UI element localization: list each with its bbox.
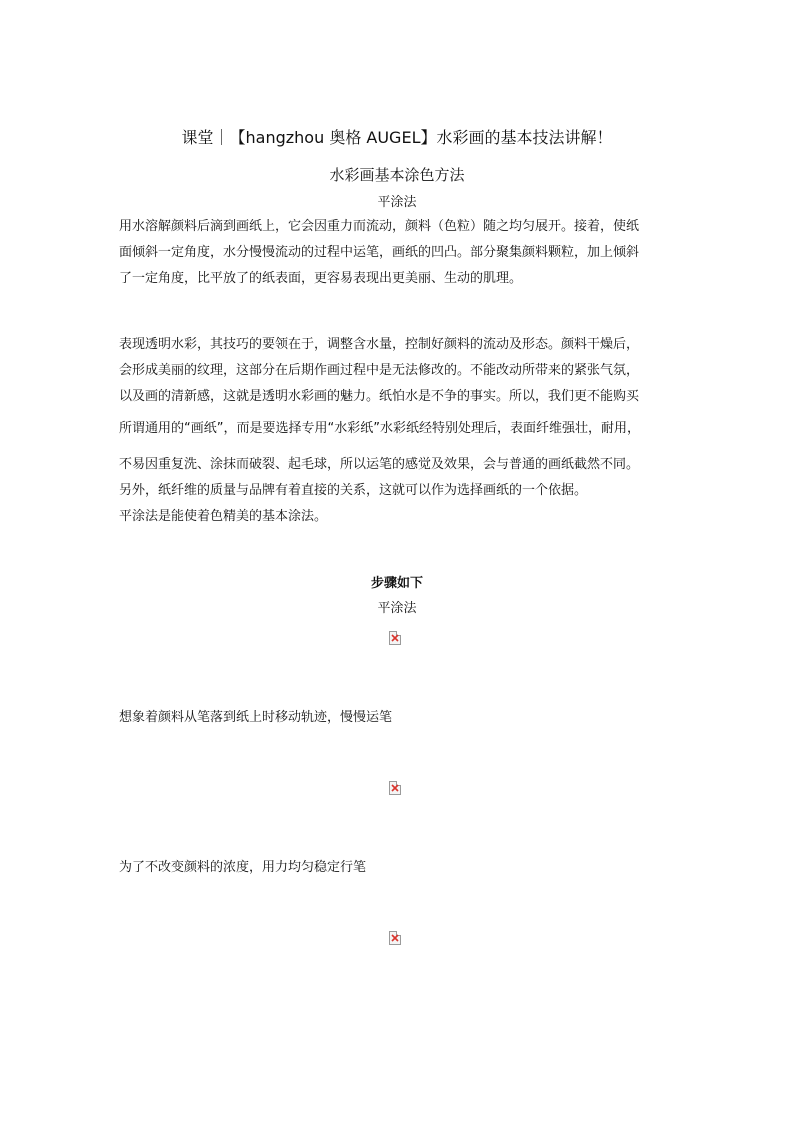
paragraph2-line: 不易因重复洗、涂抹而破裂、起毛球，所以运笔的感觉及效果，会与普通的画纸截然不同。 — [119, 457, 640, 472]
broken-image-icon — [389, 931, 401, 945]
steps-sublabel: 平涂法 — [377, 601, 417, 616]
paragraph2-line: 以及画的清新感，这就是透明水彩画的魅力。纸怕水是不争的事实。所以，我们更不能购买 — [119, 389, 640, 404]
paragraph2-line: 表现透明水彩，其技巧的要领在于，调整含水量，控制好颜料的流动及形态。颜料干燥后， — [119, 337, 640, 352]
paragraph2-line: 平涂法是能使着色精美的基本涂法。 — [119, 509, 328, 524]
steps-heading: 步骤如下 — [370, 576, 423, 591]
paragraph2-line: 会形成美丽的纹理，这部分在后期作画过程中是无法修改的。不能改动所带来的紧张气氛， — [119, 363, 640, 378]
section-label: 平涂法 — [377, 195, 417, 210]
page-title: 课堂｜【hangzhou 奥格 AUGEL】水彩画的基本技法讲解！ — [181, 128, 613, 147]
paragraph2-line: 所谓通用的“画纸”，而是要选择专用“水彩纸”水彩纸经特别处理后，表面纤维强壮，耐用， — [119, 421, 640, 436]
red-x-icon — [391, 784, 399, 792]
broken-image-icon — [389, 781, 401, 795]
paragraph1-line: 用水溶解颜料后滴到画纸上，它会因重力而流动，颜料（色粒）随之均匀展开。接着，使纸 — [119, 219, 640, 234]
step1-caption: 想象着颜料从笔落到纸上时移动轨迹，慢慢运笔 — [119, 710, 393, 725]
red-x-icon — [391, 634, 399, 642]
step2-caption: 为了不改变颜料的浓度，用力均匀稳定行笔 — [119, 860, 367, 875]
paragraph2-line: 另外，纸纤维的质量与品牌有着直接的关系，这就可以作为选择画纸的一个依据。 — [119, 483, 588, 498]
red-x-icon — [391, 934, 399, 942]
paragraph1-line: 了一定角度，比平放了的纸表面，更容易表现出更美丽、生动的肌理。 — [119, 271, 523, 286]
section-subtitle: 水彩画基本涂色方法 — [329, 166, 465, 184]
paragraph1-line: 面倾斜一定角度，水分慢慢流动的过程中运笔，画纸的凹凸。部分聚集颜料颗粒，加上倾斜 — [119, 245, 640, 260]
broken-image-icon — [389, 631, 401, 645]
